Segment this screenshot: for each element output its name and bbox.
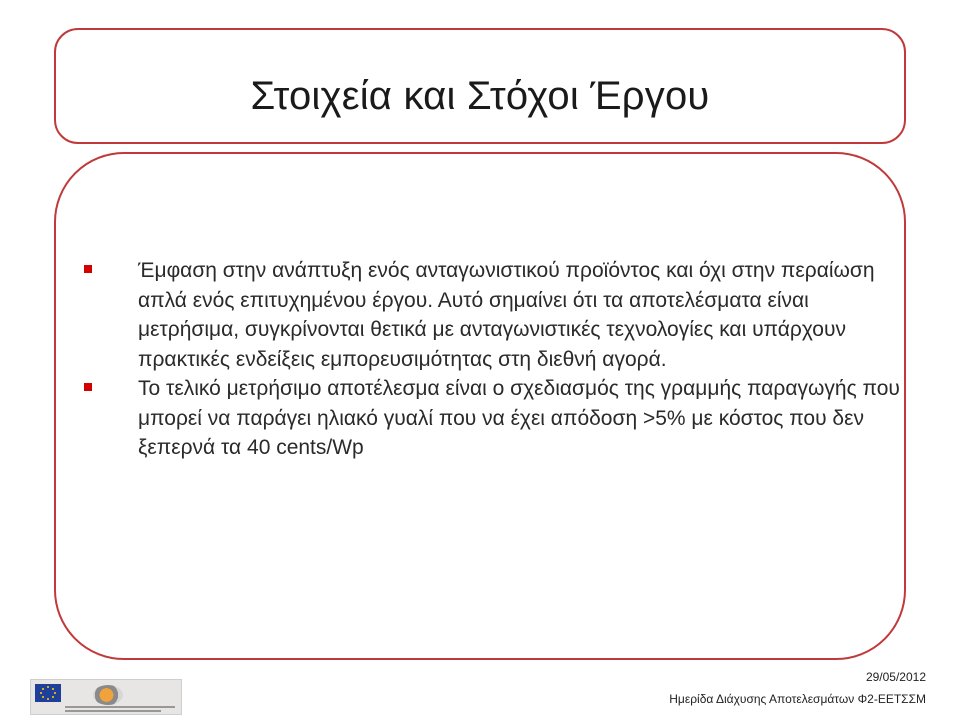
square-bullet-icon [84, 383, 92, 391]
title-box [54, 28, 906, 144]
bullet-item [84, 374, 914, 463]
square-bullet-icon [84, 265, 92, 273]
bullet-text: Το τελικό μετρήσιμο αποτέλεσμα είναι ο σχεδιασμός της γραμμής παραγωγής που μπορεί να παράγει ηλιακό γυαλί που να έχει απόδοση >5% με κόστος που δεν ξεπερνά τα 40 cents/Wp [138, 377, 900, 459]
slide-title: Στοιχεία και Στόχοι Έργου [250, 74, 710, 118]
bullet-item [84, 256, 914, 374]
bullet-text: Έμφαση στην ανάπτυξη ενός ανταγωνιστικού προϊόντος και όχι στην περαίωση απλά ενός επιτυχημένου έργου. Αυτό σημαίνει ότι τα αποτελέσματα είναι μετρήσιμα, συγκρίνονται θετικά με ανταγωνιστικές τεχνολογίες και υπάρχουν πρακτικές ενδείξεις εμπορευσιμότητας στη διεθνή αγορά. [138, 259, 875, 371]
eu-flag-icon [35, 684, 61, 702]
footer-date: 29/05/2012 [865, 670, 926, 684]
footer-event: Ημερίδα Διάχυσης Αποτελεσμάτων Φ2-ΕΕΤΣΣΜ [669, 692, 926, 706]
operational-programme-logo [93, 685, 123, 705]
bullet-list [84, 256, 914, 463]
funding-logos-strip [30, 679, 182, 715]
